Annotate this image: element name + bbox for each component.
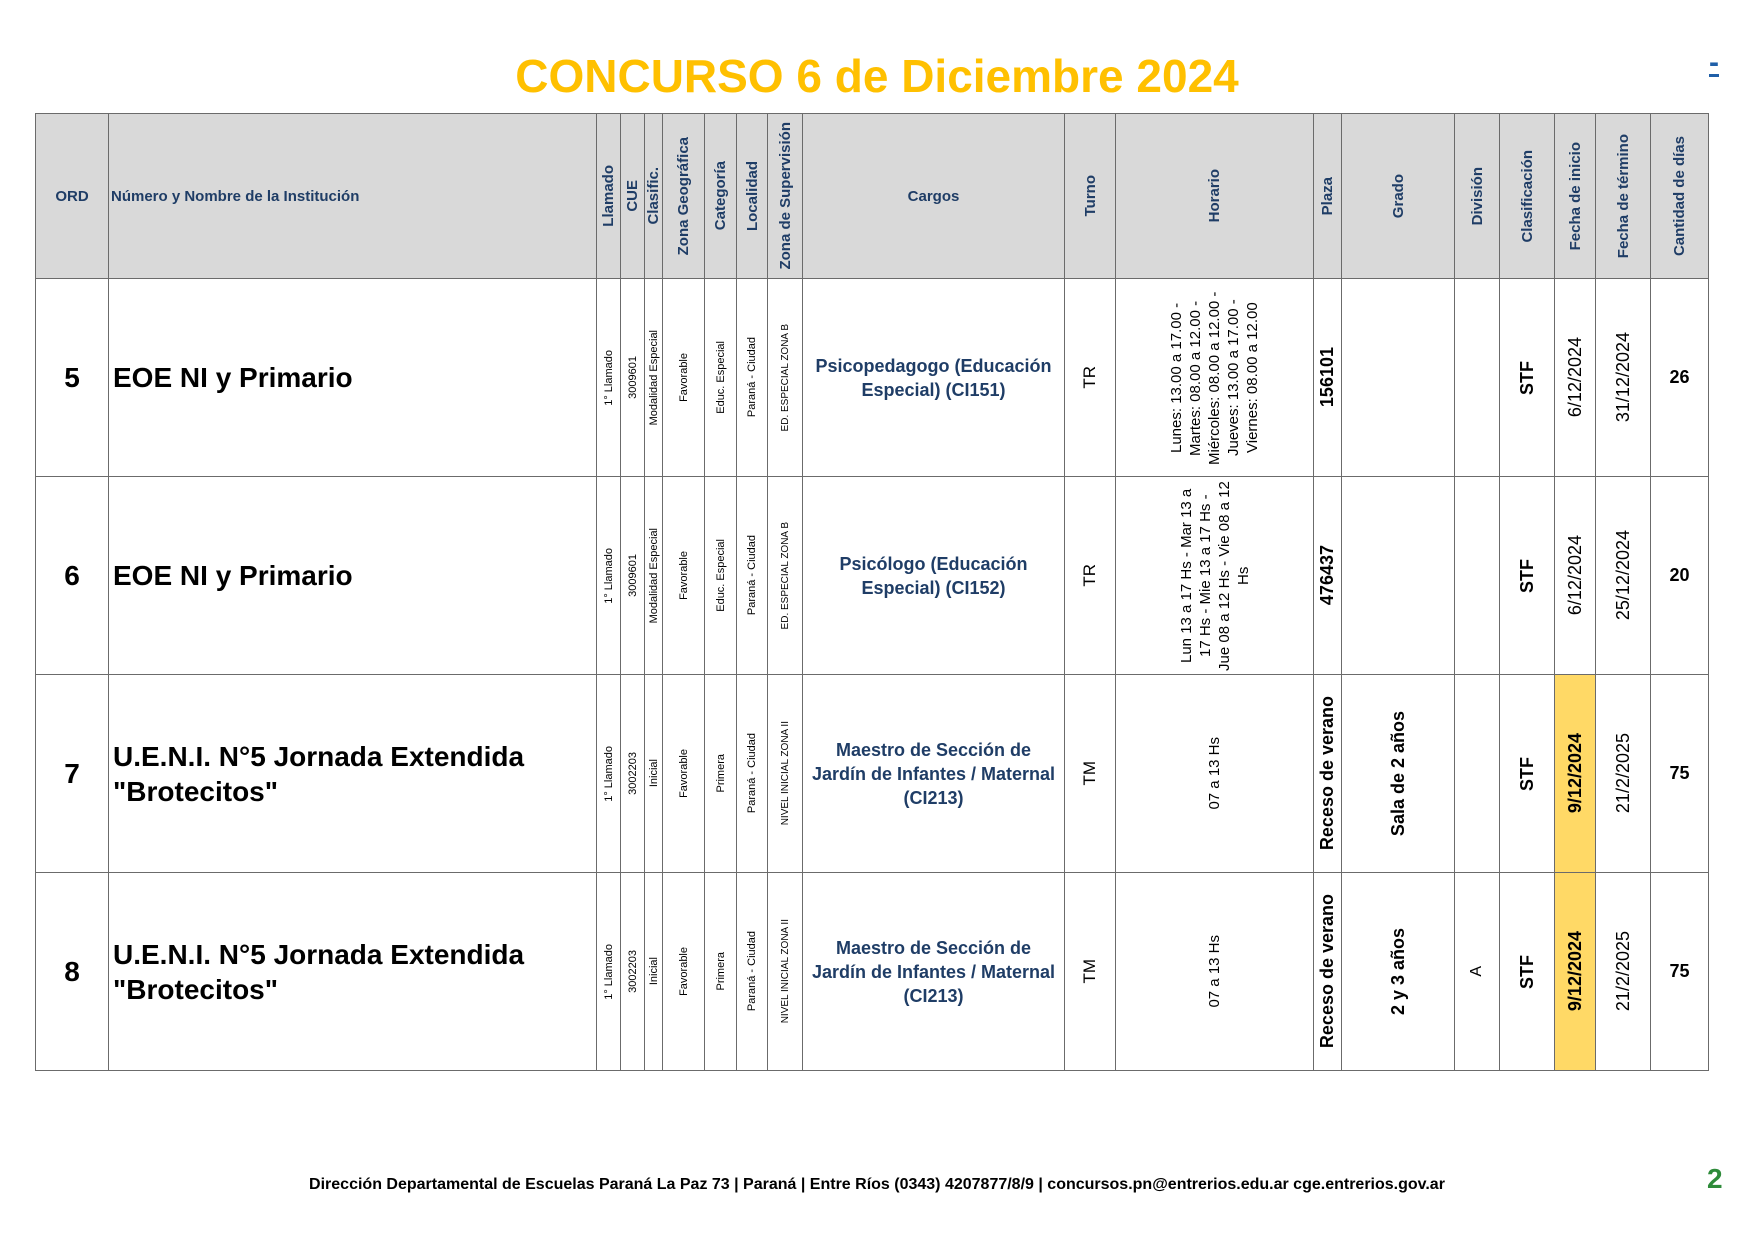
- cell-clasific: Inicial: [645, 873, 663, 1071]
- cell-zona-supervision: NIVEL INICIAL ZONA II: [768, 873, 803, 1071]
- cell-zona-geografica: Favorable: [663, 873, 705, 1071]
- cell-division: A: [1455, 873, 1500, 1071]
- cell-turno: TM: [1065, 873, 1116, 1071]
- cell-plaza: Receso de verano: [1314, 873, 1342, 1071]
- cell-grado: Sala de 2 años: [1342, 675, 1455, 873]
- cell-fecha-inicio: 6/12/2024: [1555, 279, 1596, 477]
- table-row: [36, 873, 1709, 1071]
- cell-turno: TR: [1065, 279, 1116, 477]
- cell-cargos: Psicopedagogo (Educación Especial) (CI151): [803, 279, 1065, 477]
- cell-categoria: Educ. Especial: [705, 279, 737, 477]
- header-cue: CUE: [621, 114, 645, 279]
- cell-clasific: Modalidad Especial: [645, 477, 663, 675]
- cell-ord: 6: [36, 477, 109, 675]
- cell-clasificacion: STF: [1500, 873, 1555, 1071]
- cell-llamado: 1° Llamado: [597, 477, 621, 675]
- cell-grado: [1342, 477, 1455, 675]
- cell-horario: Lun 13 a 17 Hs - Mar 13 a 17 Hs - Mie 13 a 17 Hs - Jue 08 a 12 Hs - Vie 08 a 12 Hs: [1116, 477, 1314, 675]
- cell-turno: TM: [1065, 675, 1116, 873]
- header-row: [36, 114, 1709, 279]
- cell-clasificacion: STF: [1500, 477, 1555, 675]
- header-division: División: [1455, 114, 1500, 279]
- cell-zona-geografica: Favorable: [663, 477, 705, 675]
- cell-institucion: EOE NI y Primario: [109, 279, 597, 477]
- cell-clasific: Inicial: [645, 675, 663, 873]
- cell-fecha-termino: 31/12/2024: [1596, 279, 1651, 477]
- cell-institucion: EOE NI y Primario: [109, 477, 597, 675]
- header-fecha-inicio: Fecha de inicio: [1555, 114, 1596, 279]
- cell-localidad: Paraná - Ciudad: [737, 675, 768, 873]
- footer-contact: Dirección Departamental de Escuelas Paraná La Paz 73 | Paraná | Entre Ríos (0343) 4207877/8/9 | concursos.pn@entrerios.edu.ar cge.entrerios.gov.ar: [309, 1176, 1445, 1193]
- cell-cargos: Psicólogo (Educación Especial) (CI152): [803, 477, 1065, 675]
- header-llamado: Llamado: [597, 114, 621, 279]
- header-ord: ORD: [36, 114, 109, 279]
- cell-fecha-inicio: 6/12/2024: [1555, 477, 1596, 675]
- cell-cue: 3002203: [621, 675, 645, 873]
- cell-horario: Lunes: 13.00 a 17.00 - Martes: 08.00 a 12.00 - Miércoles: 08.00 a 12.00 - Jueves: 13.00 a 17.00 - Viernes: 08.00 a 12.00: [1116, 279, 1314, 477]
- cell-categoria: Primera: [705, 675, 737, 873]
- cell-zona-geografica: Favorable: [663, 279, 705, 477]
- page-number: 2: [1707, 1163, 1723, 1194]
- cell-cantidad-dias: 26: [1651, 279, 1709, 477]
- cell-grado: [1342, 279, 1455, 477]
- cell-categoria: Educ. Especial: [705, 477, 737, 675]
- cell-ord: 5: [36, 279, 109, 477]
- cell-institucion: U.E.N.I. N°5 Jornada Extendida "Brotecitos": [109, 675, 597, 873]
- cell-horario: 07 a 13 Hs: [1116, 873, 1314, 1071]
- cell-cue: 3009601: [621, 477, 645, 675]
- cell-plaza: 156101: [1314, 279, 1342, 477]
- cell-llamado: 1° Llamado: [597, 873, 621, 1071]
- page-title: CONCURSO 6 de Diciembre 2024: [515, 50, 1239, 102]
- cell-plaza: 476437: [1314, 477, 1342, 675]
- header-horario: Horario: [1116, 114, 1314, 279]
- cell-fecha-inicio: 9/12/2024: [1555, 873, 1596, 1071]
- cell-turno: TR: [1065, 477, 1116, 675]
- cell-plaza: Receso de verano: [1314, 675, 1342, 873]
- cell-clasificacion: STF: [1500, 675, 1555, 873]
- cell-fecha-termino: 21/2/2025: [1596, 873, 1651, 1071]
- cell-fecha-termino: 25/12/2024: [1596, 477, 1651, 675]
- header-zona-geografica: Zona Geográfica: [663, 114, 705, 279]
- cell-horario: 07 a 13 Hs: [1116, 675, 1314, 873]
- concurso-table: [35, 113, 1709, 1071]
- header-institucion: Número y Nombre de la Institución: [109, 114, 597, 279]
- header-grado: Grado: [1342, 114, 1455, 279]
- header-fecha-termino: Fecha de término: [1596, 114, 1651, 279]
- page-link-dash[interactable]: -: [1709, 46, 1719, 79]
- cell-cantidad-dias: 75: [1651, 873, 1709, 1071]
- cell-division: [1455, 477, 1500, 675]
- cell-fecha-termino: 21/2/2025: [1596, 675, 1651, 873]
- cell-llamado: 1° Llamado: [597, 279, 621, 477]
- cell-fecha-inicio: 9/12/2024: [1555, 675, 1596, 873]
- cell-localidad: Paraná - Ciudad: [737, 873, 768, 1071]
- header-clasificacion: Clasificación: [1500, 114, 1555, 279]
- header-clasific: Clasific.: [645, 114, 663, 279]
- table-row: [36, 675, 1709, 873]
- cell-cue: 3002203: [621, 873, 645, 1071]
- cell-division: [1455, 675, 1500, 873]
- header-cargos: Cargos: [803, 114, 1065, 279]
- cell-cue: 3009601: [621, 279, 645, 477]
- cell-cargos: Maestro de Sección de Jardín de Infantes / Maternal (CI213): [803, 873, 1065, 1071]
- cell-clasific: Modalidad Especial: [645, 279, 663, 477]
- cell-zona-supervision: ED. ESPECIAL ZONA B: [768, 279, 803, 477]
- cell-localidad: Paraná - Ciudad: [737, 477, 768, 675]
- cell-zona-geografica: Favorable: [663, 675, 705, 873]
- cell-llamado: 1° Llamado: [597, 675, 621, 873]
- header-categoria: Categoría: [705, 114, 737, 279]
- cell-division: [1455, 279, 1500, 477]
- header-cantidad-dias: Cantidad de días: [1651, 114, 1709, 279]
- header-zona-supervision: Zona de Supervisión: [768, 114, 803, 279]
- cell-ord: 7: [36, 675, 109, 873]
- cell-cargos: Maestro de Sección de Jardín de Infantes / Maternal (CI213): [803, 675, 1065, 873]
- header-localidad: Localidad: [737, 114, 768, 279]
- cell-institucion: U.E.N.I. N°5 Jornada Extendida "Brotecitos": [109, 873, 597, 1071]
- cell-clasificacion: STF: [1500, 279, 1555, 477]
- header-turno: Turno: [1065, 114, 1116, 279]
- table-row: [36, 279, 1709, 477]
- header-plaza: Plaza: [1314, 114, 1342, 279]
- cell-grado: 2 y 3 años: [1342, 873, 1455, 1071]
- cell-ord: 8: [36, 873, 109, 1071]
- cell-zona-supervision: ED. ESPECIAL ZONA B: [768, 477, 803, 675]
- table-row: [36, 477, 1709, 675]
- cell-cantidad-dias: 75: [1651, 675, 1709, 873]
- cell-zona-supervision: NIVEL INICIAL ZONA II: [768, 675, 803, 873]
- cell-localidad: Paraná - Ciudad: [737, 279, 768, 477]
- cell-categoria: Primera: [705, 873, 737, 1071]
- cell-cantidad-dias: 20: [1651, 477, 1709, 675]
